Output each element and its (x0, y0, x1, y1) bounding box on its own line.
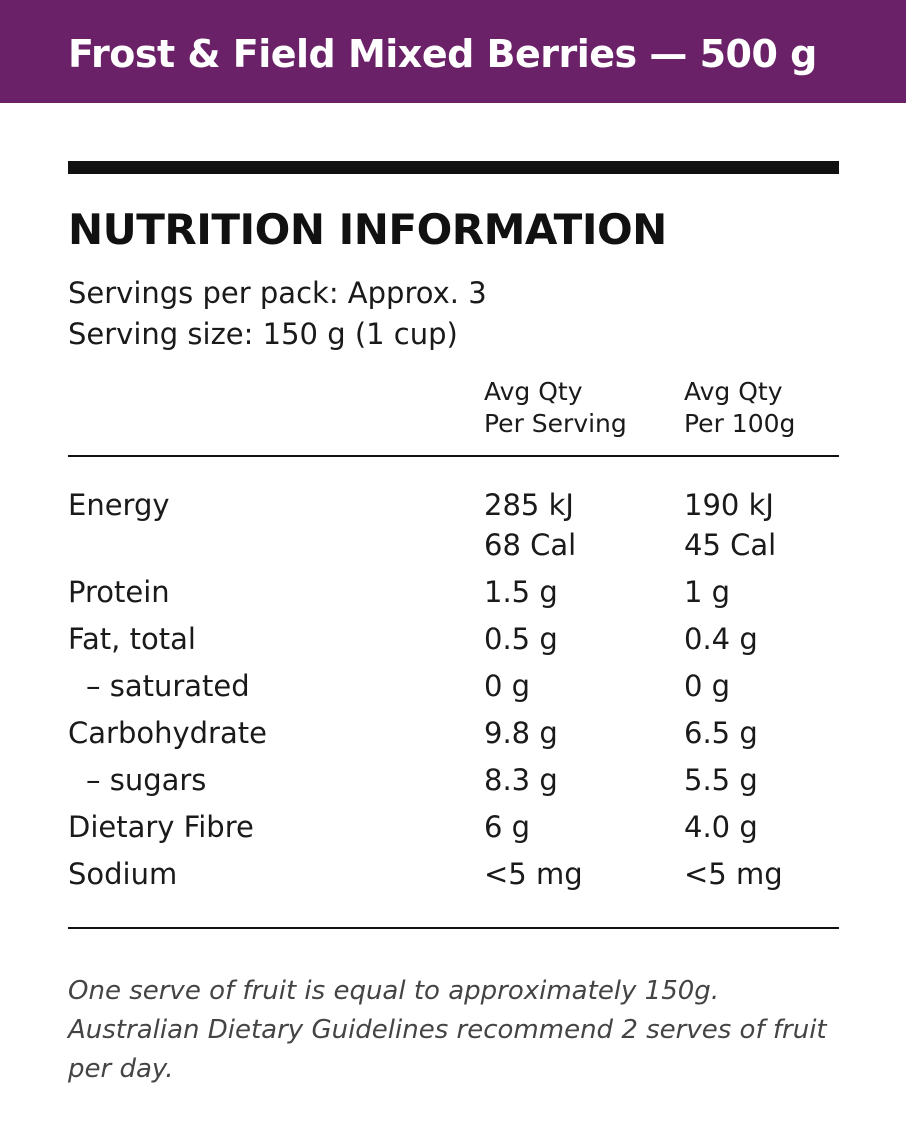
header-divider (68, 455, 839, 457)
nutrient-sugars-per-100g: 5.5 g (684, 763, 758, 797)
nutrient-protein-per-100g: 1 g (684, 575, 731, 609)
nutrient-carbohydrate-per-serving: 9.8 g (484, 716, 558, 750)
column-header-per-serving-line2: Per Serving (484, 409, 627, 438)
nutrient-fibre-per-serving: 6 g (484, 810, 531, 844)
nutrient-carbohydrate-per-100g: 6.5 g (684, 716, 758, 750)
column-header-per-100g-line2: Per 100g (684, 409, 796, 438)
product-banner (0, 0, 906, 103)
nutrient-sodium-per-serving: <5 mg (484, 857, 583, 891)
product-title: Frost & Field Mixed Berries — 500 g (68, 32, 817, 76)
nutrient-fat-per-100g: 0.4 g (684, 622, 758, 656)
nutrient-saturated-per-100g: 0 g (684, 669, 731, 703)
nutrient-fat-per-serving: 0.5 g (484, 622, 558, 656)
panel-title: NUTRITION INFORMATION (68, 205, 667, 254)
nutrient-saturated-per-serving: 0 g (484, 669, 531, 703)
nutrient-carbohydrate-label: Carbohydrate (68, 716, 267, 750)
nutrient-sodium-per-100g: <5 mg (684, 857, 783, 891)
table-bottom-divider (68, 927, 839, 929)
footnote: One serve of fruit is equal to approximately 150g. Australian Dietary Guidelines recommend 2 serves of fruit per day. (68, 976, 827, 1084)
nutrient-energy-cal-per-100g: 45 Cal (684, 528, 777, 562)
column-header-per-serving (484, 376, 627, 440)
nutrient-sugars-label: – sugars (86, 763, 207, 797)
nutrient-protein-per-serving: 1.5 g (484, 575, 558, 609)
nutrient-saturated-label: – saturated (86, 669, 250, 703)
column-header-per-serving-line1: Avg Qty (484, 377, 583, 406)
column-header-per-100g (684, 376, 795, 440)
nutrient-sodium-label: Sodium (68, 857, 178, 891)
nutrient-energy-kj-per-serving: 285 kJ (484, 488, 574, 522)
nutrient-fibre-label: Dietary Fibre (68, 810, 254, 844)
column-header-per-100g-line1: Avg Qty (684, 377, 783, 406)
nutrient-protein-label: Protein (68, 575, 170, 609)
nutrient-energy-kj-per-100g: 190 kJ (684, 488, 774, 522)
serving-size: Serving size: 150 g (1 cup) (68, 317, 458, 351)
nutrient-energy-cal-per-serving: 68 Cal (484, 528, 577, 562)
servings-per-pack: Servings per pack: Approx. 3 (68, 276, 487, 310)
nutrient-energy-label: Energy (68, 488, 170, 522)
nutrient-fibre-per-100g: 4.0 g (684, 810, 758, 844)
nutrient-fat-label: Fat, total (68, 622, 196, 656)
nutrient-sugars-per-serving: 8.3 g (484, 763, 558, 797)
panel-top-rule (68, 161, 839, 174)
